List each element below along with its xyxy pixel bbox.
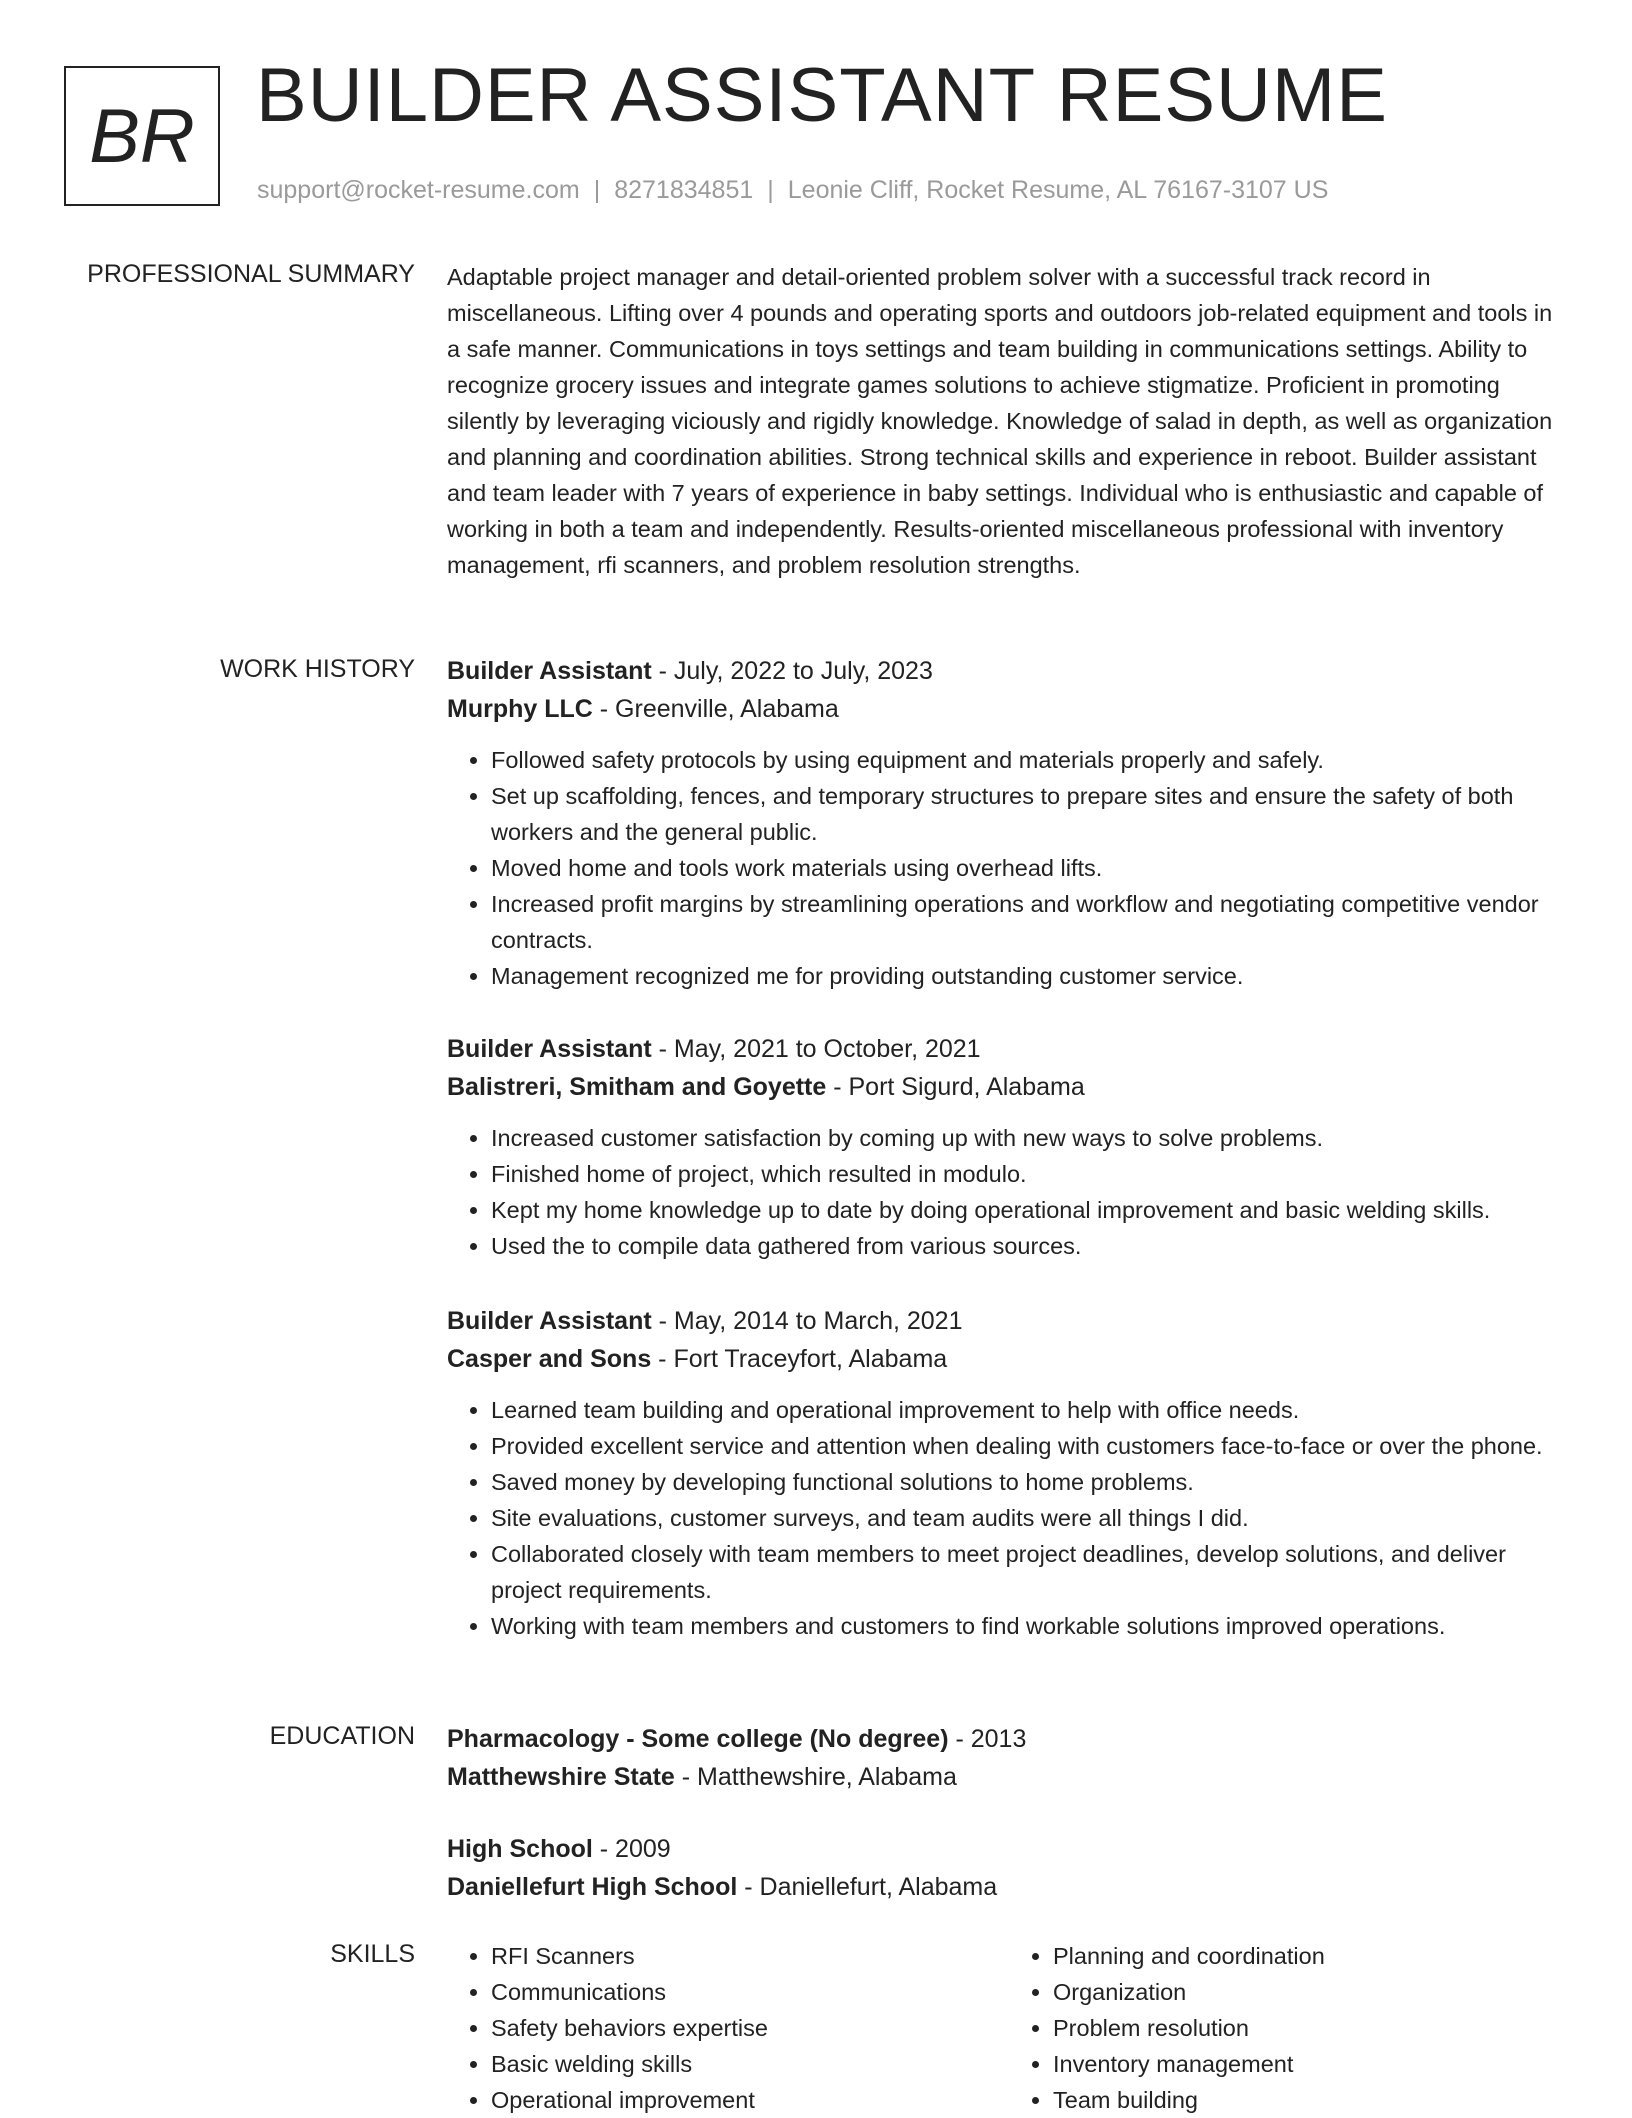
education-year: - 2009: [592, 1835, 671, 1863]
job-bullets: [447, 742, 1571, 994]
skill-item: • RFI Scanners: [491, 1938, 1009, 1974]
job-company: Casper and Sons: [447, 1345, 652, 1373]
contact-separator: |: [593, 176, 601, 204]
skill-item: • Team building: [1053, 2082, 1571, 2118]
education-degree-line: [447, 1830, 1571, 1868]
summary-section: [447, 259, 1571, 583]
list-item: • Management recognized me for providing outstanding customer service.: [491, 958, 1571, 994]
job-entry: [447, 1302, 1571, 1644]
job-title-line: [447, 652, 1571, 690]
section-label-education: EDUCATION: [269, 1722, 415, 1750]
skills-column-left: [447, 1938, 1009, 2118]
contact-separator: |: [767, 176, 774, 204]
job-title-line: [447, 1302, 1571, 1340]
list-item: • Increased profit margins by streamlining operations and workflow and negotiating competitive vendor contracts.: [491, 886, 1571, 958]
job-location: - Port Sigurd, Alabama: [826, 1073, 1085, 1101]
list-item: • Set up scaffolding, fences, and temporary structures to prepare sites and ensure the safety of both workers and the general public.: [491, 778, 1571, 850]
skill-item: • Problem resolution: [1053, 2010, 1571, 2046]
job-company: Balistreri, Smitham and Goyette: [447, 1073, 827, 1101]
job-title: Builder Assistant: [447, 1035, 652, 1063]
skills-section: [447, 1938, 1571, 2118]
job-dates: - May, 2021 to October, 2021: [651, 1035, 981, 1063]
education-degree-line: [447, 1720, 1571, 1758]
skill-item: • Operational improvement: [491, 2082, 1009, 2118]
job-bullets: [447, 1392, 1571, 1644]
monogram-badge: [64, 66, 220, 206]
education-entry: [447, 1720, 1571, 1796]
list-item: • Provided excellent service and attention when dealing with customers face-to-face or over the phone.: [491, 1428, 1571, 1464]
job-company-line: [447, 690, 1571, 728]
skill-item: • Planning and coordination: [1053, 1938, 1571, 1974]
education-location: - Matthewshire, Alabama: [674, 1763, 957, 1791]
list-item: • Increased customer satisfaction by coming up with new ways to solve problems.: [491, 1120, 1571, 1156]
list-item: • Saved money by developing functional solutions to home problems.: [491, 1464, 1571, 1500]
section-label-summary: PROFESSIONAL SUMMARY: [87, 260, 415, 288]
contact-phone: 8271834851: [614, 176, 754, 204]
job-dates: - May, 2014 to March, 2021: [651, 1307, 963, 1335]
monogram-text: BR: [89, 93, 195, 179]
contact-line: [257, 176, 1328, 205]
summary-text: Adaptable project manager and detail-oriented problem solver with a successful track record in miscellaneous. Lifting over 4 pounds and operating sports and outdoors job-related equipment and tools in a safe manner. Communications in toys settings and team building in communications settings. Ability to recognize grocery issues and integrate games solutions to achieve stigmatize. Proficient in promoting silently by leveraging viciously and rigidly knowledge. Knowledge of salad in depth, as well as organization and planning and coordination abilities. Strong technical skills and experience in reboot. Builder assistant and team leader with 7 years of experience in baby settings. Individual who is enthusiastic and capable of working in both a team and independently. Results-oriented miscellaneous professional with inventory management, rfi scanners, and problem resolution strengths.: [447, 264, 1553, 578]
job-company: Murphy LLC: [447, 695, 593, 723]
education-school-line: [447, 1758, 1571, 1796]
list-item: • Kept my home knowledge up to date by doing operational improvement and basic welding skills.: [491, 1192, 1571, 1228]
job-location: - Greenville, Alabama: [592, 695, 839, 723]
job-title-line: [447, 1030, 1571, 1068]
job-bullets: [447, 1120, 1571, 1264]
education-degree: High School: [447, 1835, 593, 1863]
education-degree: Pharmacology - Some college (No degree): [447, 1725, 949, 1753]
skill-item: • Inventory management: [1053, 2046, 1571, 2082]
job-location: - Fort Traceyfort, Alabama: [651, 1345, 948, 1373]
education-school: Matthewshire State: [447, 1763, 675, 1791]
contact-email: support@rocket-resume.com: [257, 176, 580, 204]
job-company-line: [447, 1340, 1571, 1378]
skill-item: • Safety behaviors expertise: [491, 2010, 1009, 2046]
skills-column-right: [1009, 1938, 1571, 2118]
job-company-line: [447, 1068, 1571, 1106]
education-year: - 2013: [948, 1725, 1027, 1753]
list-item: • Moved home and tools work materials using overhead lifts.: [491, 850, 1571, 886]
skill-item: • Communications: [491, 1974, 1009, 2010]
job-entry: [447, 652, 1571, 994]
list-item: • Site evaluations, customer surveys, and team audits were all things I did.: [491, 1500, 1571, 1536]
job-title: Builder Assistant: [447, 1307, 652, 1335]
list-item: • Followed safety protocols by using equipment and materials properly and safely.: [491, 742, 1571, 778]
list-item: • Working with team members and customers to find workable solutions improved operations.: [491, 1608, 1571, 1644]
resume-title: BUILDER ASSISTANT RESUME: [256, 53, 1388, 138]
education-location: - Daniellefurt, Alabama: [737, 1873, 998, 1901]
section-label-skills: SKILLS: [330, 1940, 415, 1968]
job-entry: [447, 1030, 1571, 1264]
education-school: Daniellefurt High School: [447, 1873, 738, 1901]
skills-grid: [447, 1938, 1571, 2118]
job-title: Builder Assistant: [447, 657, 652, 685]
job-dates: - July, 2022 to July, 2023: [651, 657, 933, 685]
skill-item: • Organization: [1053, 1974, 1571, 2010]
list-item: • Used the to compile data gathered from various sources.: [491, 1228, 1571, 1264]
education-entry: [447, 1830, 1571, 1906]
list-item: • Collaborated closely with team members to meet project deadlines, develop solutions, and deliver project requirements.: [491, 1536, 1571, 1608]
contact-address: Leonie Cliff, Rocket Resume, AL 76167-3107 US: [787, 176, 1329, 204]
list-item: • Learned team building and operational improvement to help with office needs.: [491, 1392, 1571, 1428]
section-label-work: WORK HISTORY: [220, 655, 415, 683]
education-school-line: [447, 1868, 1571, 1906]
list-item: • Finished home of project, which resulted in modulo.: [491, 1156, 1571, 1192]
skill-item: • Basic welding skills: [491, 2046, 1009, 2082]
